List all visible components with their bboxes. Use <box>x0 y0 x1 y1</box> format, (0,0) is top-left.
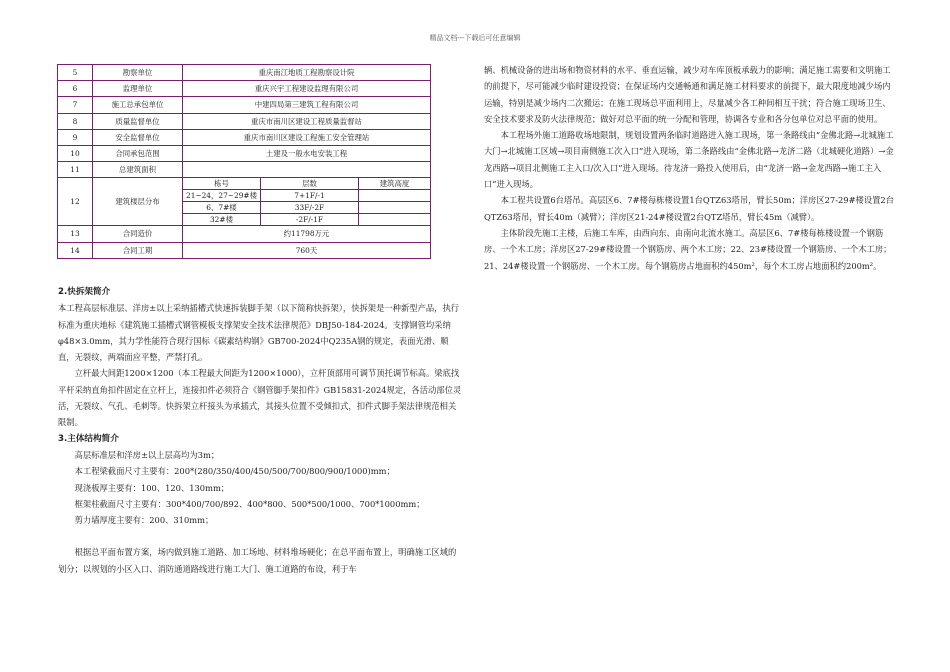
table-row <box>58 178 431 190</box>
floors-cell: -2F/-1F <box>260 214 358 226</box>
subheader-height: 建筑高度 <box>358 178 430 190</box>
paragraph: 立杆最大间距1200×1200（本工程最大间距为1200×1000），立杆顶部用可调节顶托调节标高。梁底找平杆采纳直角扣件固定在立杆上，连接扣件必须符合《钢管脚手架扣件》GB15831-2024规定，各活动部位灵活，无裂纹、气孔、毛刺等。快拆架立杆接头为承插式，其接头位置不受倾扣式，扣件式脚手架法律规范相关限制。 <box>58 368 462 428</box>
structure-line: 框架柱截面尺寸主要有：300*400/700/892、400*800、500*500/1000、700*1000mm； <box>74 498 425 509</box>
row-value: 重庆市南川区建设工程质量监督站 <box>183 113 431 129</box>
row-label: 总建筑面积 <box>93 162 183 178</box>
row-number: 11 <box>58 162 93 178</box>
paragraph: 本工程高层标准层、洋房±以上采纳插槽式快速拆装脚手架（以下简称快拆架），快拆架是一种新型产品，执行标准为重庆地标《建筑施工插槽式钢管模板支撑架安全技术法律规范》DBJ50-184-2024。支撑钢管均采纳φ48×3.0mm，其力学性能符合现行国标《碳素结构钢》GB700-2024中Q235A钢的规定，表面光滑、顺直，无裂纹，两端面应平整，严禁打孔。 <box>58 303 460 363</box>
row-label: 勘察单位 <box>93 65 183 81</box>
row-value: 重庆兴宇工程建设监理有限公司 <box>183 81 431 97</box>
table-row <box>58 65 431 81</box>
row-label: 质量监督单位 <box>93 113 183 129</box>
row-label: 合同工期 <box>93 242 183 258</box>
row-number: 12 <box>58 178 93 226</box>
section-heading-structure: 3.主体结构简介 <box>58 433 119 444</box>
paragraph: 本工程共设置6台塔吊。高层区6、7#楼每栋楼设置1台QTZ63塔吊，臂长50m；洋房区27-29#楼设置2台QTZ63塔吊，臂长40m（减臂）；洋房区21-24#楼设置2台QTZ塔吊，臂长45m（减臂）。 <box>484 195 894 222</box>
row-label: 合同承包范围 <box>93 145 183 161</box>
table-row <box>58 113 431 129</box>
structure-line: 剪力墙厚度主要有：200、310mm； <box>74 515 214 526</box>
table-row <box>58 145 431 161</box>
row-value: 重庆市南川区建设工程施工安全管理站 <box>183 129 431 145</box>
row-number: 7 <box>58 97 93 113</box>
right-column <box>484 62 894 274</box>
height-cell <box>358 202 430 214</box>
building-cell: 32#楼 <box>183 214 261 226</box>
paragraph: 根据总平面布置方案，场内做到施工道路、加工场地、材料堆场硬化；在总平面布置上，明确施工区域的划分；以规划的小区入口、消防通道路线进行施工大门、施工道路的布设，利于车 <box>58 547 457 574</box>
left-column <box>58 284 462 577</box>
structure-line: 本工程梁截面尺寸主要有：200*(280/350/400/450/500/700/800/900/1000)mm； <box>74 466 395 477</box>
building-cell: 6、7#楼 <box>183 202 261 214</box>
row-number: 9 <box>58 129 93 145</box>
table-row <box>58 242 431 258</box>
table-row <box>58 162 431 178</box>
structure-line: 现浇板厚主要有：100、120、130mm； <box>74 482 230 493</box>
row-label: 合同造价 <box>93 226 183 242</box>
project-info-table <box>57 64 431 259</box>
row-value: 重庆南江地质工程勘察设计院 <box>183 65 431 81</box>
row-number: 8 <box>58 113 93 129</box>
height-cell <box>358 214 430 226</box>
paragraph: 主体阶段先施工主楼，后施工车库，由西向东、由南向北流水施工。高层区6、7#楼每栋楼设置一个钢筋房、一个木工房；洋房区27-29#楼设置一个钢筋房、两个木工房；22、23#楼设置一个钢筋房、一个木工房；21、24#楼设置一个钢筋房、一个木工房。每个钢筋房占地面积约450m²，每个木工房占地面积约200m²。 <box>484 227 892 271</box>
floors-cell: 33F/-2F <box>260 202 358 214</box>
row-number: 5 <box>58 65 93 81</box>
table-row <box>58 226 431 242</box>
subheader-floors: 层数 <box>260 178 358 190</box>
table-row <box>58 81 431 97</box>
subheader-building: 栋号 <box>183 178 261 190</box>
row-label: 建筑楼层分布 <box>93 178 183 226</box>
row-value: 约11798万元 <box>183 226 431 242</box>
row-value <box>183 162 431 178</box>
row-value: 760天 <box>183 242 431 258</box>
height-cell <box>358 190 430 202</box>
page-header: 精品文档---下载后可任意编辑 <box>429 34 521 42</box>
structure-line: 高层标准层和洋房±以上层高均为3m； <box>74 449 220 460</box>
table-row <box>58 129 431 145</box>
row-number: 13 <box>58 226 93 242</box>
section-heading-scaffold: 2.快拆架简介 <box>58 287 111 297</box>
row-number: 14 <box>58 242 93 258</box>
building-cell: 21~24，27~29#楼 <box>183 190 261 202</box>
floors-cell: 7+1F/-1 <box>260 190 358 202</box>
row-label: 监理单位 <box>93 81 183 97</box>
row-label: 安全监督单位 <box>93 129 183 145</box>
paragraph: 本工程场外施工道路收场地限制，规划设置两条临时道路进入施工现场，第一条路线由“金佛北路→北城施工大门→北城施工区域→项目南侧施工次入口”进入现场，第二条路线由“金佛北路→龙济二路（北城硬化道路）→金龙西路→项目北侧施工主入口/次入口”进入现场。待龙济一路投入使用后，由“龙济一路→金龙西路→施工主入口”进入现场。 <box>484 130 894 190</box>
row-value: 土建及一般水电安装工程 <box>183 145 431 161</box>
row-label: 施工总承包单位 <box>93 97 183 113</box>
row-number: 10 <box>58 145 93 161</box>
table-row <box>58 97 431 113</box>
project-info-table-wrap <box>57 64 431 259</box>
paragraph: 辆、机械设备的进出场和物资材料的水平、垂直运输，减少对车库顶板承载力的影响；满足施工需要和文明施工的前提下，尽可能减少临时建设投资；在保证场内交通畅通和满足施工材料要求的前提下，最大限度地减少场内运输，特别是减少场内二次搬运；在施工现场总平面利用上，尽量减少各工种间相互干扰；符合施工现场卫生、安全技术要求及防火法律规范；做好对总平面的统一分配和管理，协调各专业和各分包单位对总平面的使用。 <box>484 65 891 124</box>
row-number: 6 <box>58 81 93 97</box>
row-value: 中建四局第三建筑工程有限公司 <box>183 97 431 113</box>
